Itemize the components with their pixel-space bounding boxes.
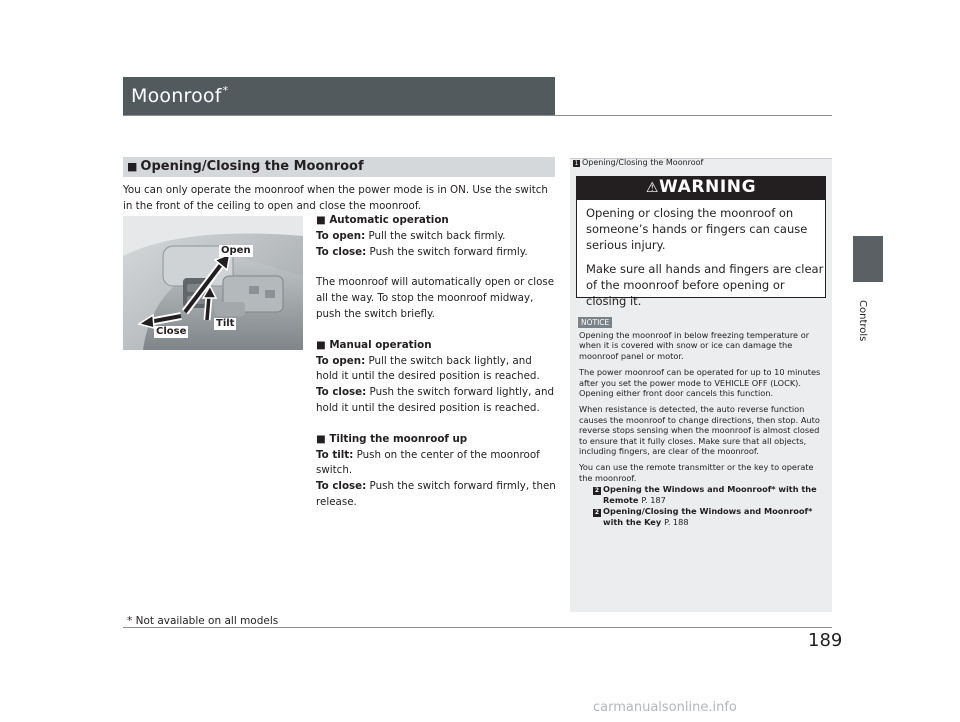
footnote: * Not available on all models bbox=[127, 615, 279, 627]
chapter-tab bbox=[853, 236, 883, 282]
notice-text: Opening the moonroof in below freezing temperature or when it is covered with snow or ice can damage the moonroof panel or motor. bbox=[579, 330, 810, 361]
page-number: 189 bbox=[808, 630, 843, 651]
footer-rule bbox=[123, 627, 832, 628]
warning-text-1: Opening or closing the moonroof on someone’s hands or fingers can cause serious injury. bbox=[586, 206, 808, 252]
overhead-console-graphic bbox=[123, 216, 303, 350]
cross-reference-1[interactable]: 2 Opening the Windows and Moonroof* with the Remote P. 187 bbox=[594, 484, 817, 506]
title-footnote-mark: * bbox=[222, 84, 229, 97]
notice-badge: NOTICE bbox=[578, 317, 612, 328]
auto-close-line: To close: Push the switch forward firmly. bbox=[316, 245, 528, 258]
reference-arrow-icon: 2 bbox=[594, 508, 600, 516]
watermark: carmanualsonline.info bbox=[593, 700, 737, 715]
tilt-label: Tilt bbox=[216, 318, 235, 329]
note-para-2: When resistance is detected, the auto reverse function causes the moonroof to change directions, then stop. Auto reverse stops sensing when the moonroof is almost closed to ensure that it fully closes. Make sure that all objects, including fingers, are clear of the moonroof. bbox=[579, 404, 820, 457]
automatic-heading: ■ Automatic operation bbox=[316, 214, 449, 226]
close-label: Close bbox=[156, 326, 187, 337]
note-para-1: The power moonroof can be operated for up to 10 minutes after you set the power mode to VEHICLE OFF (LOCK). bbox=[579, 367, 821, 388]
warning-text-2: Make sure all hands and fingers are clear of the moonroof before opening or closing it. bbox=[586, 262, 824, 308]
manual-heading: ■ Manual operation bbox=[316, 338, 432, 351]
side-note-heading: 1 Opening/Closing the Moonroof bbox=[574, 158, 704, 167]
automatic-note: The moonroof will automatically open or close all the way. To stop the moonroof midway, push the switch briefly. bbox=[316, 276, 555, 320]
intro-paragraph: You can only operate the moonroof when the power mode is in ON. Use the switch in the front of the ceiling to open and close the moonroof. bbox=[123, 184, 548, 212]
tilt-line: To tilt: Push on the center of the moonroof switch. bbox=[316, 448, 540, 477]
note-marker-icon: 1 bbox=[574, 160, 579, 167]
side-notes bbox=[579, 330, 829, 527]
warning-title: ⚠WARNING bbox=[645, 177, 757, 197]
manual-open-line: To open: Pull the switch back lightly, and hold it until the desired position is reached. bbox=[316, 354, 540, 383]
warning-triangle-icon: ⚠ bbox=[645, 180, 659, 196]
operation-instructions bbox=[316, 213, 556, 511]
moonroof-switch-illustration bbox=[123, 216, 303, 350]
page-title: Moonroof* bbox=[131, 84, 229, 107]
tilt-close-line: To close: Push the switch forward firmly, then release. bbox=[316, 480, 556, 508]
cross-reference-2[interactable]: 2 Opening/Closing the Windows and Moonroof* with the Key P. 188 bbox=[594, 505, 813, 527]
section-heading: ■ Opening/Closing the Moonroof bbox=[127, 159, 364, 174]
auto-open-line: To open: Pull the switch back firmly. bbox=[316, 229, 506, 242]
chapter-tab-label: Controls bbox=[857, 300, 868, 342]
manual-close-line: To close: Push the switch forward lightly, and hold it until the desired position is reached. bbox=[316, 386, 555, 414]
reference-arrow-icon: 2 bbox=[594, 487, 600, 495]
section-marker: ■ bbox=[127, 160, 138, 173]
note-para-3: You can use the remote transmitter or the key to operate the moonroof. bbox=[579, 462, 814, 483]
tilting-heading: ■ Tilting the moonroof up bbox=[316, 432, 468, 445]
title-rule bbox=[123, 115, 832, 116]
note-para-1b: Opening either front door cancels this function. bbox=[579, 388, 774, 399]
open-label: Open bbox=[221, 245, 251, 256]
